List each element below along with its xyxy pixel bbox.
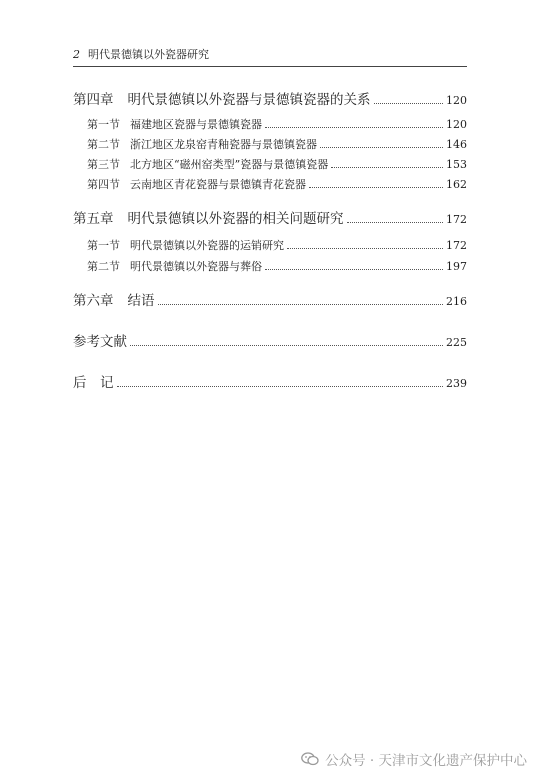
wechat-icon	[301, 752, 319, 766]
dot-leader	[309, 187, 443, 188]
toc-section-5-2[interactable]	[73, 258, 467, 274]
toc-section-4-4[interactable]	[73, 176, 467, 192]
toc-title: 浙江地区龙泉窑青釉瓷器与景德镇瓷器	[130, 138, 317, 151]
header-book-title: 明代景德镇以外瓷器研究	[88, 48, 209, 61]
toc-label: 第四章	[73, 92, 114, 108]
watermark	[301, 749, 527, 769]
toc-label: 第二节	[87, 138, 120, 151]
toc-page: 172	[446, 239, 467, 252]
toc-title: 明代景德镇以外瓷器与葬俗	[130, 260, 262, 273]
toc-title: 明代景德镇以外瓷器与景德镇瓷器的关系	[127, 92, 371, 108]
toc-label: 第一节	[87, 118, 120, 131]
toc-page: 225	[446, 336, 467, 349]
toc-label: 第五章	[73, 211, 114, 227]
dot-leader	[158, 304, 444, 305]
toc-page: 197	[446, 260, 467, 273]
dot-leader	[265, 127, 443, 128]
toc-title: 参考文献	[73, 334, 127, 350]
toc-title: 结语	[127, 293, 155, 309]
toc-page: 216	[446, 295, 467, 308]
toc-label: 第四节	[87, 178, 120, 191]
toc-page: 146	[446, 138, 467, 151]
toc-section-5-1[interactable]	[73, 237, 467, 253]
toc-page: 172	[446, 213, 467, 226]
toc-page: 120	[446, 118, 467, 131]
dot-leader	[265, 269, 443, 270]
toc-section-4-3[interactable]	[73, 156, 467, 172]
toc-chapter-5[interactable]	[73, 207, 467, 227]
dot-leader	[287, 248, 443, 249]
toc-title: 云南地区青花瓷器与景德镇青花瓷器	[130, 178, 306, 191]
toc-label: 第三节	[87, 158, 120, 171]
toc-title: 后 记	[73, 375, 114, 391]
watermark-text: 公众号 · 天津市文化遗产保护中心	[325, 753, 527, 769]
dot-leader	[331, 167, 443, 168]
header-page-number: 2	[73, 48, 80, 61]
toc-page: 239	[446, 377, 467, 390]
toc-page: 153	[446, 158, 467, 171]
toc-references[interactable]	[73, 330, 467, 350]
toc-afterword[interactable]	[73, 371, 467, 391]
toc-section-4-1[interactable]	[73, 116, 467, 132]
toc-title: 明代景德镇以外瓷器的运销研究	[130, 239, 284, 252]
dot-leader	[347, 222, 444, 223]
running-header	[73, 46, 467, 67]
dot-leader	[320, 147, 443, 148]
toc-title: 福建地区瓷器与景德镇瓷器	[130, 118, 262, 131]
toc-title: 北方地区“磁州窑类型”瓷器与景德镇瓷器	[130, 158, 329, 171]
dot-leader	[374, 103, 444, 104]
toc-page: 162	[446, 178, 467, 191]
dot-leader	[117, 386, 444, 387]
toc-label: 第六章	[73, 293, 114, 309]
toc-chapter-4[interactable]	[73, 88, 467, 108]
toc-label: 第二节	[87, 260, 120, 273]
toc-chapter-6[interactable]	[73, 289, 467, 309]
dot-leader	[130, 345, 443, 346]
toc-title: 明代景德镇以外瓷器的相关问题研究	[127, 211, 344, 227]
toc-label: 第一节	[87, 239, 120, 252]
toc-section-4-2[interactable]	[73, 136, 467, 152]
toc-page: 120	[446, 94, 467, 107]
